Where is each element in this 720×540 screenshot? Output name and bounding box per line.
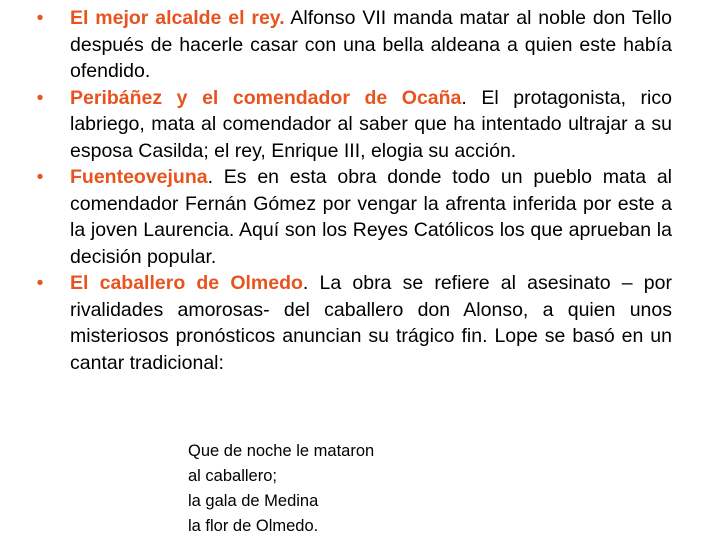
play-title: El caballero de Olmedo (70, 272, 303, 294)
play-summary: . Es en esta obra donde todo un pueblo mata al comendador Fernán Gómez por vengar la afrenta inferida por este a la joven Laurencia. Aquí son los Reyes Católicos los que aprueban la decisión popular. (70, 166, 672, 268)
play-title: Peribáñez y el comendador de Ocaña (70, 86, 462, 109)
play-title-period: . (279, 7, 285, 29)
verse-line: al caballero; (188, 467, 277, 485)
verse-quote (188, 439, 374, 539)
play-summary: Alfonso VII manda matar al noble don Tello después de hacerle casar con una bella aldeana a quien este había ofendido. (70, 7, 673, 82)
bullet-item-fuenteovejuna (36, 164, 672, 270)
bullet-icon: • (36, 86, 44, 109)
bullet-list (36, 5, 673, 376)
bullet-icon: • (36, 166, 44, 188)
play-summary: . La obra se refiere al asesinato – por rivalidades amorosas- del caballero don Alonso, a quien unos misteriosos pronósticos anuncian su trágico fin. Lope se basó en un cantar tradicional: (70, 272, 672, 374)
play-summary: . El protagonista, rico labriego, mata al comendador al saber que ha intentado ultrajar a su esposa Casilda; el rey, Enrique III, elogia su acción. (70, 86, 672, 162)
verse-line: la gala de Medina (188, 492, 319, 510)
bullet-item-el-caballero-de-olmedo (36, 270, 672, 376)
bullet-icon: • (36, 7, 44, 29)
bullet-item-el-mejor-alcalde (36, 5, 673, 85)
verse-line: la flor de Olmedo. (188, 517, 319, 535)
bullet-item-peribanez (36, 85, 672, 165)
bullet-icon: • (36, 272, 44, 294)
verse-line: Que de noche le mataron (188, 442, 375, 460)
play-title: Fuenteovejuna (70, 166, 208, 188)
play-title: El mejor alcalde el rey (70, 7, 280, 29)
